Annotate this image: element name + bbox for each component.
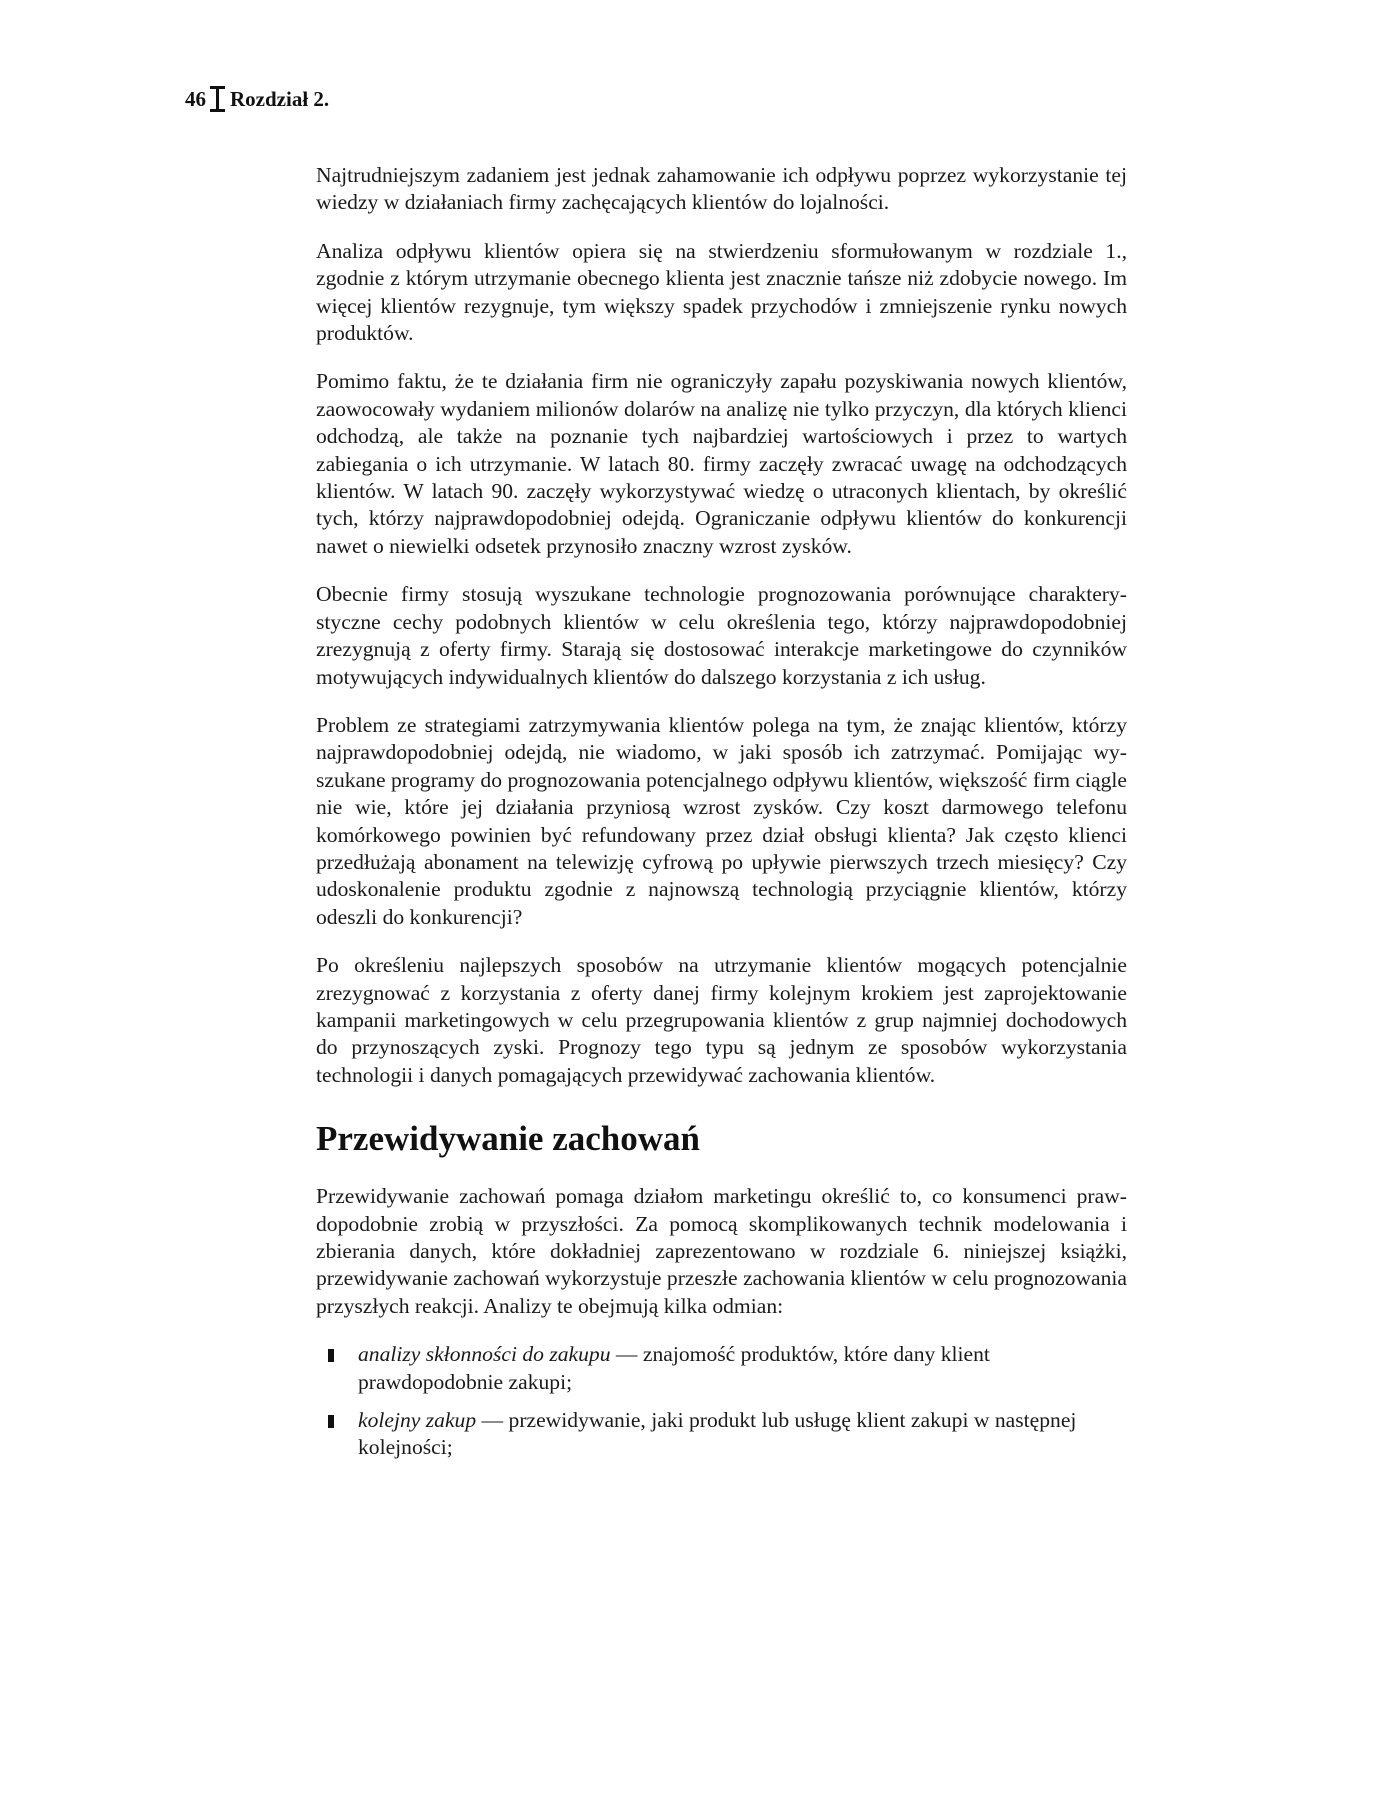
bullet-list: [316, 1341, 1127, 1462]
header-separator-icon: [216, 86, 219, 112]
running-head: [185, 86, 329, 112]
bullet-term: kolejny zakup: [358, 1408, 477, 1433]
section-heading: Przewidywanie zachowań: [316, 1119, 700, 1159]
bullet-term: analizy skłonności do zakupu: [358, 1342, 611, 1367]
list-item: [316, 1341, 1127, 1396]
bullet-text: — znajomość produktów, które dany klient prawdopodobnie zakupi;: [358, 1342, 990, 1394]
section-paragraph: Przewidywanie zachowań pomaga działom marketingu określić to, co konsumenci prawdopodobnie zrobią w przyszłości. Za pomocą skomplikowanych technik modelowania i zbierania danych, które dokładniej zaprezentowano w rozdziale 6. niniejszej książki, przewidywanie zachowań wykorzystuje przeszłe zachowania klientów w celu prognozowania przyszłych reakcji. Analizy te obejmują kilka odmian:: [316, 1184, 1127, 1318]
list-item: [316, 1407, 1127, 1462]
paragraph: Problem ze strategiami zatrzymywania klientów polega na tym, że znając klientów, którzy najprawdopodobniej odejdą, nie wiadomo, w jaki sposób ich zatrzymać. Pomijając wyszukane programy do prognozowania potencjalnego odpływu klientów, większość firm ciągle nie wie, które jej działania przyniosą wzrost zysków. Czy koszt darmowego telefonu komórkowego powinien być refundowany przez dział obsługi klienta? Jak często klienci przedłużają abonament na telewizję cyfrową po upływie pierwszych trzech miesięcy? Czy udoskonalenie produktu zgodnie z najnowszą technologią przyciągnie klientów, którzy odeszli do konkurencji?: [316, 712, 1127, 929]
paragraph: Analiza odpływu klientów opiera się na stwierdzeniu sformułowanym w rozdziale 1., zgodnie z którym utrzymanie obecnego klienta jest znacznie tańsze niż zdobycie nowego. Im więcej klientów rezygnuje, tym większy spadek przychodów i zmniejszenie rynku nowych produktów.: [316, 238, 1127, 346]
chapter-title: Rozdział 2.: [230, 86, 330, 111]
page-number: 46: [185, 86, 206, 111]
paragraph: Pomimo faktu, że te działania firm nie ograniczyły zapału pozyskiwania nowych klientów, zaowocowały wydaniem milionów dolarów na analizę nie tylko przyczyn, dla których klienci odchodzą, ale także na poznanie tych najbardziej wartościowych i przez to wartych zabiegania o ich utrzymanie. W latach 80. firmy zaczęły zwracać uwagę na odchodzących klientów. W latach 90. zaczęły wykorzystywać wiedzę o utraconych klientach, by określić tych, którzy najprawdopodobniej odejdą. Ograniczanie odpływu klientów do konkurencji nawet o niewielki odsetek przynosiło znaczny wzrost zysków.: [316, 369, 1127, 558]
body-text: [316, 162, 1127, 1473]
paragraph: Obecnie firmy stosują wyszukane technologie prognozowania porównujące charakterystyczne cechy podobnych klientów w celu określenia tego, którzy najprawdopodobniej zrezygnują z oferty firmy. Starają się dostosować interakcje marketingowe do czynników motywujących indywidualnych klientów do dalszego korzystania z ich usług.: [316, 582, 1127, 689]
bullet-icon: [328, 1415, 334, 1428]
bullet-text: — przewidywanie, jaki produkt lub usługę klient zakupi w następnej kolejności;: [358, 1408, 1077, 1460]
bullet-icon: [328, 1349, 334, 1362]
paragraph: Po określeniu najlepszych sposobów na utrzymanie klientów mogących potencjalnie zrezygnować z korzystania z oferty danej firmy kolejnym krokiem jest zaprojektowanie kampanii marketingowych w celu przegrupowania klientów z grup najmniej dochodowych do przynoszących zyski. Prognozy tego typu są jednym ze sposobów wykorzystania technologii i danych pomagających przewidywać zachowania klientów.: [316, 953, 1127, 1087]
paragraph: Najtrudniejszym zadaniem jest jednak zahamowanie ich odpływu poprzez wykorzystanie tej wiedzy w działaniach firmy zachęcających klientów do lojalności.: [316, 163, 1127, 215]
